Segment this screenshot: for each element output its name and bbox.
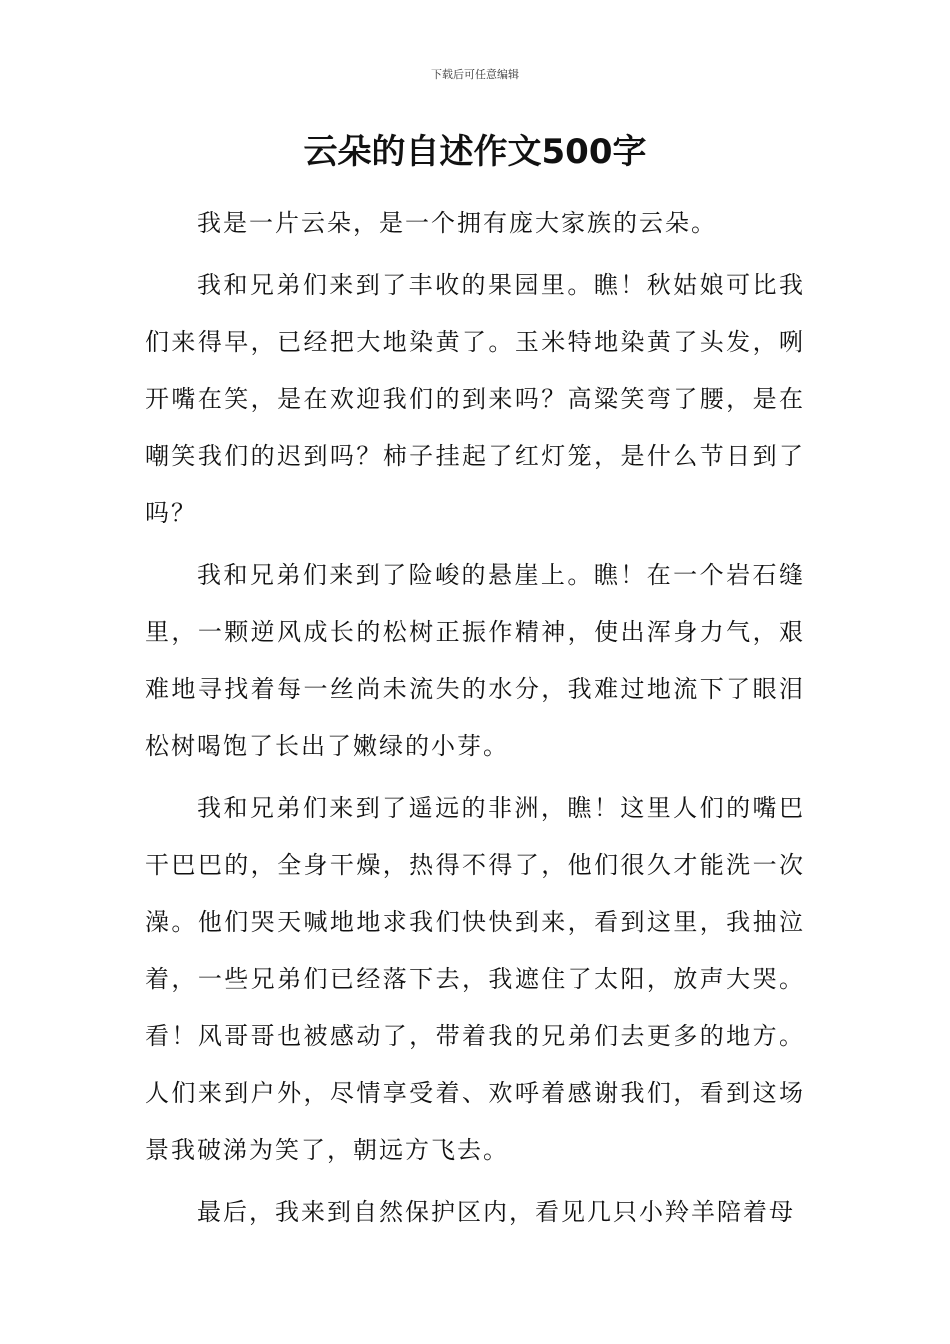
paragraph-5: 最后，我来到自然保护区内，看见几只小羚羊陪着母: [197, 1198, 795, 1226]
paragraph-4: 我和兄弟们来到了遥远的非洲，瞧！这里人们的嘴巴干巴巴的，全身干燥，热得不得了，他们很久才能洗一次澡。他们哭天喊地地求我们快快到来，看到这里，我抽泣着，一些兄弟们已经落下去，我遮住了太阳，放声大哭。看！风哥哥也被感动了，带着我的兄弟们去更多的地方。人们来到户外，尽情享受着、欢呼着感谢我们，看到这场景我破涕为笑了，朝远方飞去。: [145, 794, 805, 1164]
essay-body: [145, 195, 805, 1246]
paragraph-3: 我和兄弟们来到了险峻的悬崖上。瞧！在一个岩石缝里，一颗逆风成长的松树正振作精神，使出浑身力气，艰难地寻找着每一丝尚未流失的水分，我难过地流下了眼泪松树喝饱了长出了嫩绿的小芽。: [145, 561, 805, 760]
paragraph-1: 我是一片云朵，是一个拥有庞大家族的云朵。: [197, 209, 717, 237]
paragraph-2: 我和兄弟们来到了丰收的果园里。瞧！秋姑娘可比我们来得早，已经把大地染黄了。玉米特地染黄了头发，咧开嘴在笑，是在欢迎我们的到来吗？高粱笑弯了腰，是在嘲笑我们的迟到吗？柿子挂起了红灯笼，是什么节日到了吗？: [145, 271, 805, 527]
document-title: 云朵的自述作文500字: [303, 132, 647, 172]
page-header-note: 下载后可任意编辑: [431, 68, 519, 81]
